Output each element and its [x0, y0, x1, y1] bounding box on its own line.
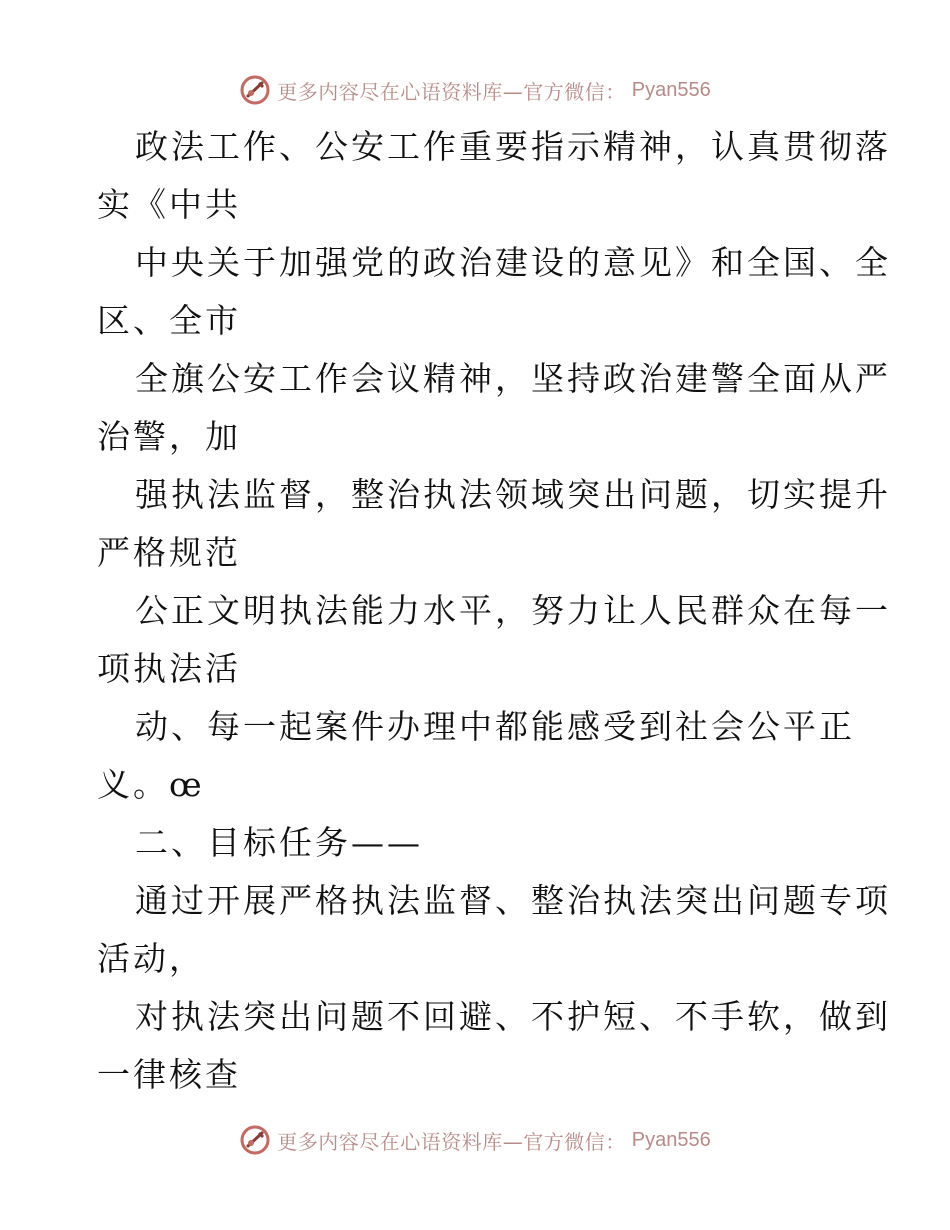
text-line: 政法工作、公安工作重要指示精神，认真贯彻落: [135, 127, 891, 166]
watermark-id: Pyan556: [631, 1128, 711, 1151]
text-line: 全旗公安工作会议精神，坚持政治建警全面从严: [135, 359, 891, 398]
text-line: 动、每一起案件办理中都能感受到社会公平正: [135, 707, 855, 746]
header-watermark: [0, 70, 950, 110]
section-heading: 二、目标任务——: [135, 823, 423, 862]
logo-icon: [239, 1124, 271, 1156]
text-line: 一律核查: [97, 1055, 241, 1094]
text-line: 中央关于加强党的政治建设的意见》和全国、全: [135, 243, 891, 282]
watermark-id: Pyan556: [631, 78, 711, 101]
text-line: 通过开展严格执法监督、整治执法突出问题专项: [135, 881, 891, 920]
footer-watermark: [0, 1120, 950, 1160]
text-line: 活动，: [97, 939, 205, 978]
text-line: 区、全市: [97, 301, 241, 340]
watermark-text: 更多内容尽在心语资料库—官方微信：: [277, 79, 626, 104]
text-line: 实《中共: [97, 185, 241, 224]
text-line: 公正文明执法能力水平，努力让人民群众在每一: [135, 591, 891, 630]
text-line: 项执法活: [97, 649, 241, 688]
text-line: 强执法监督，整治执法领域突出问题，切实提升: [135, 475, 891, 514]
document-body: [97, 118, 891, 1104]
text-line: 治警，加: [97, 417, 241, 456]
logo-icon: [239, 74, 271, 106]
text-line: 严格规范: [97, 533, 241, 572]
text-line: 对执法突出问题不回避、不护短、不手软，做到: [135, 997, 891, 1036]
text-line: 义。œ: [97, 765, 205, 804]
watermark-text: 更多内容尽在心语资料库—官方微信：: [277, 1129, 626, 1154]
